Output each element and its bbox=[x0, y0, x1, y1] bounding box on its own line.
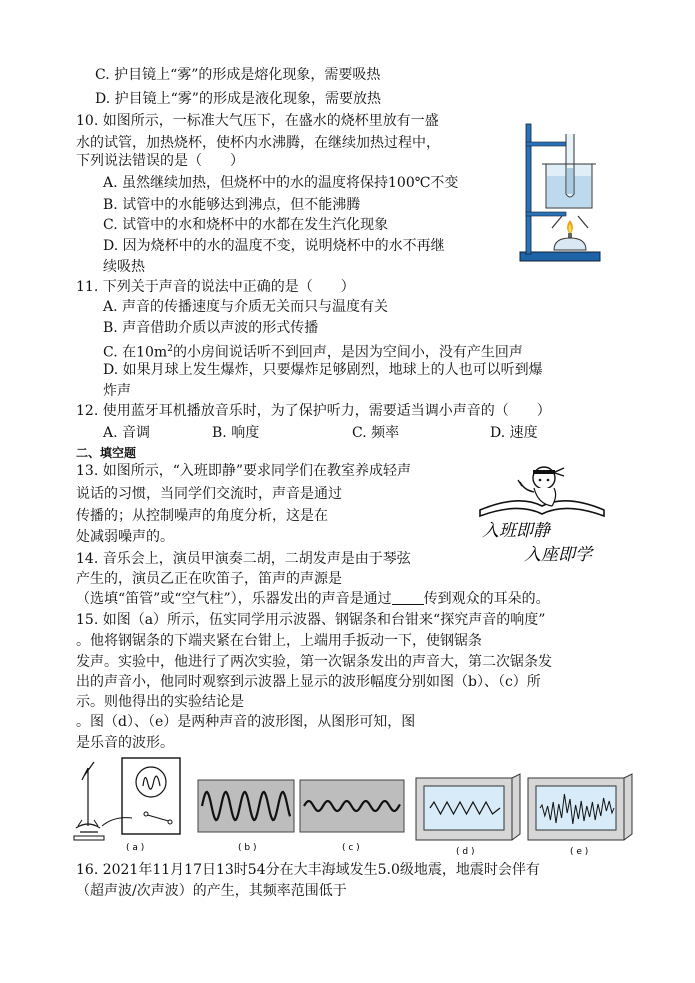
q10-option-d-line1: D. 因为烧杯中的水的温度不变，说明烧杯中的水不再继 bbox=[103, 238, 445, 254]
q10-option-a: A. 虽然继续加热，但烧杯中的水的温度将保持100℃不变 bbox=[103, 175, 459, 191]
caption-e: ( e ) bbox=[570, 847, 589, 857]
q11-stem: 11. 下列关于声音的说法中正确的是（ ） bbox=[76, 279, 355, 295]
q13-line4: 处减弱噪声的。 bbox=[76, 529, 174, 545]
figure-b-waveform bbox=[198, 780, 294, 856]
caption-b: ( b ) bbox=[238, 843, 257, 853]
q16-line1: 16. 2021年11月17日13时54分在大丰海域发生5.0级地震，地震时会伴有 bbox=[76, 862, 540, 878]
q9-option-d: D. 护目镜上“雾”的形成是液化现象，需要放热 bbox=[95, 91, 381, 107]
figure-slogan-2: 入座即学 bbox=[524, 545, 592, 565]
q11-option-d-line1: D. 如果月球上发生爆炸，只要爆炸足够剧烈，地球上的人也可以听到爆 bbox=[103, 362, 543, 378]
boiling-apparatus-figure bbox=[512, 116, 604, 266]
q15-line4: 出的声音小，他同时观察到示波器上显示的波形幅度分别如图（b）、（c）所 bbox=[76, 674, 541, 690]
q10-stem-line1: 10. 如图所示，一标准大气压下，在盛水的烧杯里放有一盛 bbox=[76, 113, 439, 129]
q11-option-c: C. 在$10m^2$的小房间说话听不到回声，是因为空间小，没有产生回声 bbox=[103, 344, 523, 361]
caption-c: ( c ) bbox=[342, 843, 360, 853]
q9-option-c: C. 护目镜上“雾”的形成是熔化现象，需要吸热 bbox=[95, 67, 381, 83]
q16-line2: （超声波/次声波）的产生，其频率范围低于 bbox=[76, 883, 347, 899]
q15-line7: 是乐音的波形。 bbox=[76, 735, 174, 751]
q10-stem-line3: 下列说法错误的是（ ） bbox=[76, 153, 244, 169]
quiet-classroom-figure bbox=[478, 460, 608, 568]
q15-line5: 示。则他得出的实验结论是 bbox=[76, 694, 244, 710]
q12-stem: 12. 使用蓝牙耳机播放音乐时，为了保护听力，需要适当调小声音的（ ） bbox=[76, 403, 551, 419]
q13-line2: 说话的习惯，当同学们交流时，声音是通过 bbox=[76, 486, 342, 502]
q15-line6: 。图（d）、（e）是两种声音的波形图，从图形可知，图 bbox=[76, 714, 416, 730]
q10-stem-line2: 水的试管，加热烧杯，使杯内水沸腾，在继续加热过程中， bbox=[76, 135, 440, 151]
q11-option-b: B. 声音借助介质以声波的形式传播 bbox=[103, 320, 319, 336]
q14-blank bbox=[392, 590, 424, 605]
q15-line2: 。他将钢锯条的下端夹紧在台钳上，上端用手扳动一下，使钢锯条 bbox=[76, 633, 482, 649]
q12-option-b: B. 响度 bbox=[212, 425, 260, 441]
figure-slogan-1: 入班即静 bbox=[482, 521, 550, 541]
q14-line2: 产生的，演员乙正在吹笛子，笛声的声源是 bbox=[76, 571, 342, 587]
q12-option-a: A. 音调 bbox=[103, 425, 151, 441]
q15-line3: 发声。实验中，他进行了两次实验，第一次锯条发出的声音大，第二次锯条发 bbox=[76, 654, 552, 670]
q14-line3: （选填“笛管”或“空气柱”），乐器发出的声音是通过 传到观众的耳朵的。 bbox=[76, 591, 550, 607]
figure-e-monitor bbox=[528, 774, 632, 856]
q12-option-d: D. 速度 bbox=[490, 425, 538, 441]
q14-line1: 14. 音乐会上，演员甲演奏二胡，二胡发声是由于琴弦 bbox=[76, 551, 411, 567]
q11-option-a: A. 声音的传播速度与介质无关而只与温度有关 bbox=[103, 299, 389, 315]
section-heading: 二、填空题 bbox=[76, 446, 137, 460]
q10-option-c: C. 试管中的水和烧杯中的水都在发生汽化现象 bbox=[103, 217, 389, 233]
q12-option-c: C. 频率 bbox=[352, 425, 400, 441]
caption-a: ( a ) bbox=[126, 843, 145, 853]
q13-line1: 13. 如图所示，“入班即静”要求同学们在教室养成轻声 bbox=[76, 463, 412, 479]
figure-a-oscilloscope-setup bbox=[74, 756, 184, 856]
figure-d-monitor bbox=[416, 774, 520, 856]
q10-option-d-line2: 续吸热 bbox=[103, 259, 145, 275]
q15-line1: 15. 如图（a）所示，伍实同学用示波器、钢锯条和台钳来“探究声音的响度” bbox=[76, 612, 546, 628]
q10-option-b: B. 试管中的水能够达到沸点，但不能沸腾 bbox=[103, 197, 361, 213]
q13-line3: 传播的；从控制噪声的角度分析，这是在 bbox=[76, 508, 328, 524]
figure-c-waveform bbox=[300, 780, 404, 856]
q11-option-d-line2: 炸声 bbox=[103, 383, 131, 399]
caption-d: ( d ) bbox=[456, 847, 475, 857]
